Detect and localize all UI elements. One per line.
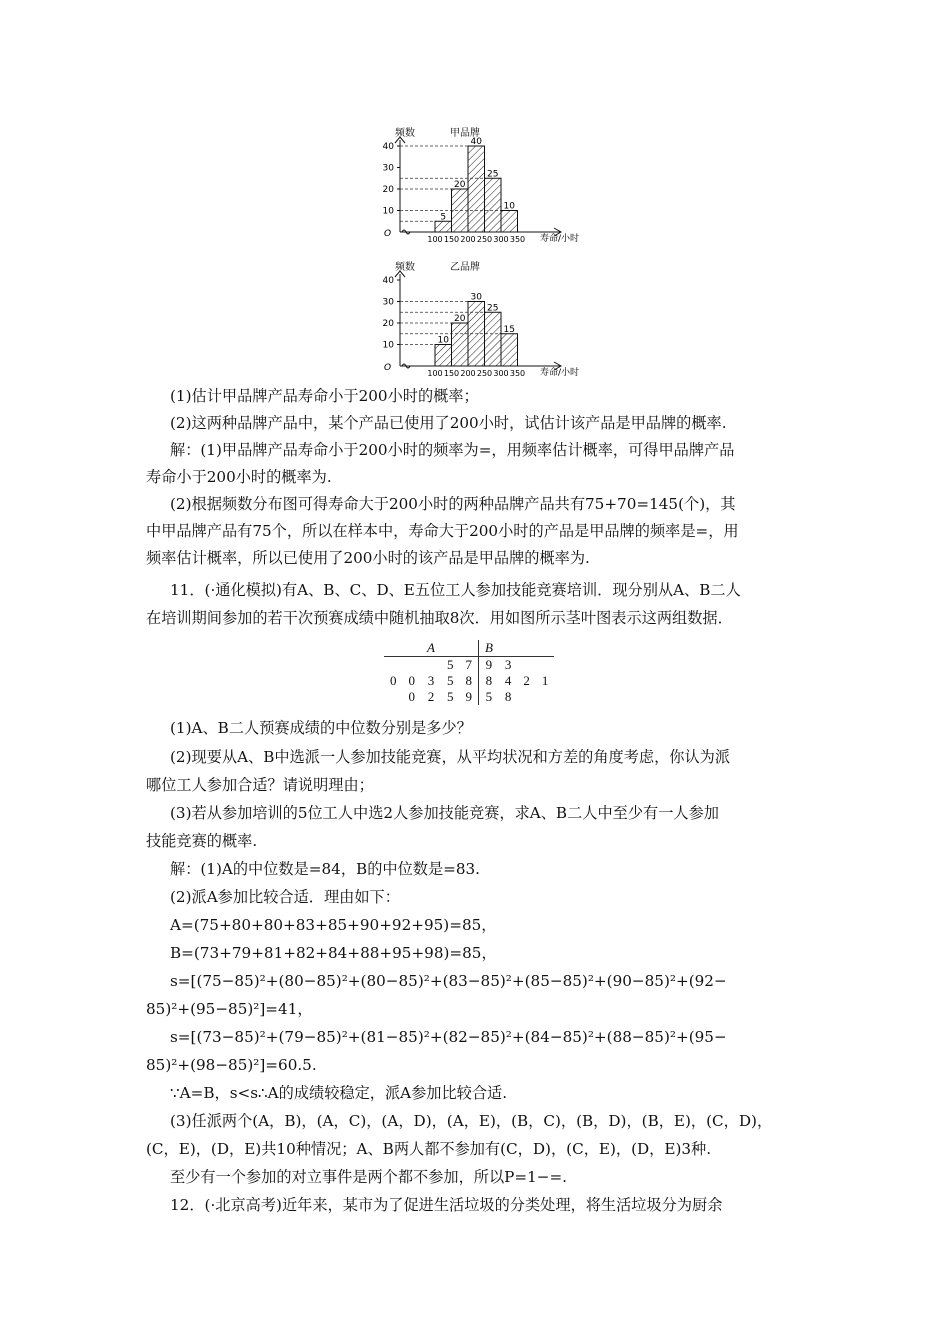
x-tick-label: 350 <box>509 235 526 244</box>
leaf-a <box>384 689 403 705</box>
histogram-bar <box>501 334 518 366</box>
solution-line: (2)派A参加比较合适．理由如下： <box>170 888 400 906</box>
solution-line: 至少有一个参加的对立事件是两个都不参加，所以P=1−=. <box>170 1168 568 1186</box>
y-axis-label: 频数 <box>395 128 415 139</box>
leaf-a <box>384 657 403 674</box>
bar-value-label: 25 <box>487 303 499 314</box>
histogram-bar <box>485 312 502 366</box>
question-part-2: 哪位工人参加合适？请说明理由； <box>146 776 374 794</box>
x-tick-label: 250 <box>476 369 493 378</box>
bar-value-label: 20 <box>454 314 466 324</box>
bar-value-label: 5 <box>440 212 447 223</box>
question-part-2: (2)现要从A、B中选派一人参加技能竞赛，从平均状况和方差的角度考虑，你认为派 <box>170 748 731 766</box>
leaf-b <box>536 657 555 674</box>
leaf-a: 0 <box>390 673 397 688</box>
formula-mean-a: A=(75+80+80+83+85+90+92+95)=85， <box>170 916 497 934</box>
solution-line: 寿命小于200小时的概率为. <box>146 468 332 486</box>
histogram-bar <box>435 221 452 232</box>
x-tick-label: 300 <box>493 369 509 378</box>
histogram-brand-yi <box>370 258 600 382</box>
leaf-b: 5 <box>485 689 493 704</box>
bar-value-label: 40 <box>470 137 482 147</box>
x-tick-label: 100 <box>427 235 443 244</box>
y-tick-label: 10 <box>382 206 394 217</box>
leaf-b <box>517 657 536 674</box>
leaf-a <box>421 657 441 674</box>
leaf-a: 5 <box>446 673 454 688</box>
x-tick-label: 150 <box>443 369 460 378</box>
leaf-b: 4 <box>504 673 512 688</box>
leaf-a: 0 <box>408 689 415 704</box>
bar-value-label: 25 <box>487 169 499 180</box>
leaf-a <box>403 657 422 674</box>
x-axis-label: 寿命/小时 <box>540 234 580 244</box>
problem-12-statement: 12．(·北京高考)近年来，某市为了促进生活垃圾的分类处理，将生活垃圾分为厨余 <box>170 1196 723 1214</box>
x-tick-label: 100 <box>427 369 443 378</box>
leaf-a: 0 <box>408 673 415 688</box>
origin-label: O <box>384 229 392 239</box>
solution-line: ∵A=B，s<s∴A的成绩较稳定，派A参加比较合适. <box>170 1084 508 1102</box>
histogram-bar <box>435 345 452 367</box>
stem: 8 <box>459 673 478 689</box>
leaf-a: 3 <box>427 673 435 688</box>
question-part-1: (1)A、B二人预赛成绩的中位数分别是多少？ <box>170 719 472 737</box>
chart-title: 甲品牌 <box>450 128 480 139</box>
formula-variance-a: s=[(75−85)²+(80−85)²+(80−85)²+(83−85)²+(85−85)²+(90−85)²+(92− <box>170 972 727 990</box>
histogram-brand-jia <box>370 124 600 248</box>
y-tick-label: 30 <box>382 163 394 174</box>
leaf-a: 5 <box>446 657 454 672</box>
problem-11-statement: 在培训期间参加的若干次预赛成绩中随机抽取8次．用如图所示茎叶图表示这两组数据． <box>146 609 733 627</box>
stem-header-b: B <box>484 640 493 655</box>
histogram-bar <box>452 323 469 366</box>
bar-value-label: 10 <box>503 201 515 212</box>
y-tick-label: 20 <box>382 185 394 195</box>
solution-line: 中甲品牌产品有75个，所以在样本中，寿命大于200小时的产品是甲品牌的频率是=，用 <box>146 522 739 540</box>
solution-line: (3)任派两个(A，B)，(A，C)，(A，D)，(A，E)，(B，C)，(B，D)，(B，E)，(C，D)， <box>170 1112 773 1130</box>
bar-value-label: 10 <box>437 335 449 346</box>
x-tick-label: 200 <box>460 235 476 244</box>
leaf-b <box>536 689 555 705</box>
stem-header-a: A <box>427 640 435 655</box>
bar-value-label: 15 <box>503 324 515 335</box>
stem-leaf-plot <box>384 640 554 705</box>
leaf-b: 9 <box>485 657 493 672</box>
origin-label: O <box>384 363 392 373</box>
y-axis-label: 频数 <box>395 262 415 273</box>
stem-row <box>384 657 554 674</box>
chart-title: 乙品牌 <box>450 262 480 273</box>
solution-line: 解：(1)甲品牌产品寿命小于200小时的频率为=，用频率估计概率，可得甲品牌产品 <box>170 441 735 459</box>
solution-line: (2)根据频数分布图可得寿命大于200小时的两种品牌产品共有75+70=145(个)，其 <box>170 495 736 513</box>
y-tick-label: 30 <box>382 297 394 308</box>
y-tick-label: 20 <box>382 319 394 329</box>
formula-variance-a: 85)²+(95−85)²]=41， <box>146 1000 313 1018</box>
stem: 7 <box>459 657 478 674</box>
x-tick-label: 150 <box>443 235 460 244</box>
question-part-3: (3)若从参加培训的5位工人中选2人参加技能竞赛，求A、B二人中至少有一人参加 <box>170 804 719 822</box>
formula-variance-b: s=[(73−85)²+(79−85)²+(81−85)²+(82−85)²+(84−85)²+(88−85)²+(95− <box>170 1028 727 1046</box>
histogram-bar <box>501 211 518 233</box>
stem: 9 <box>459 689 478 705</box>
bar-value-label: 20 <box>454 180 466 190</box>
x-tick-label: 350 <box>509 369 526 378</box>
y-tick-label: 40 <box>382 276 394 286</box>
leaf-a: 5 <box>446 689 454 704</box>
leaf-b: 3 <box>504 657 512 672</box>
histogram-bar <box>485 178 502 232</box>
y-tick-label: 10 <box>382 340 394 351</box>
question-part-1: (1)估计甲品牌产品寿命小于200小时的概率； <box>170 387 479 405</box>
x-axis-label: 寿命/小时 <box>540 368 580 378</box>
x-tick-label: 200 <box>460 369 476 378</box>
question-part-2: (2)这两种品牌产品中，某个产品已使用了200小时，试估计该产品是甲品牌的概率. <box>170 414 727 432</box>
stem-row <box>384 689 554 705</box>
solution-line: 解：(1)A的中位数是=84，B的中位数是=83. <box>170 860 481 878</box>
x-tick-label: 300 <box>493 235 509 244</box>
bar-value-label: 30 <box>470 292 482 303</box>
solution-line: (C，E)，(D，E)共10种情况；A、B两人都不参加有(C，D)，(C，E)，(D，E)3种. <box>146 1140 712 1158</box>
problem-11-statement: 11．(·通化模拟)有A、B、C、D、E五位工人参加技能竞赛培训．现分别从A、B二人 <box>170 581 741 599</box>
histogram-bar <box>468 146 485 232</box>
leaf-b: 2 <box>523 673 530 688</box>
leaf-b: 1 <box>541 673 549 688</box>
leaf-b <box>517 689 536 705</box>
leaf-b: 8 <box>504 689 512 704</box>
leaf-a: 2 <box>427 689 435 704</box>
formula-mean-b: B=(73+79+81+82+84+88+95+98)=85， <box>170 944 497 962</box>
solution-line: 频率估计概率，所以已使用了200小时的该产品是甲品牌的概率为. <box>146 549 590 567</box>
y-tick-label: 40 <box>382 142 394 152</box>
x-tick-label: 250 <box>476 235 493 244</box>
formula-variance-b: 85)²+(98−85)²]=60.5. <box>146 1056 317 1074</box>
question-part-3: 技能竞赛的概率. <box>146 832 258 850</box>
stem-row <box>384 673 554 689</box>
leaf-b: 8 <box>485 673 493 688</box>
